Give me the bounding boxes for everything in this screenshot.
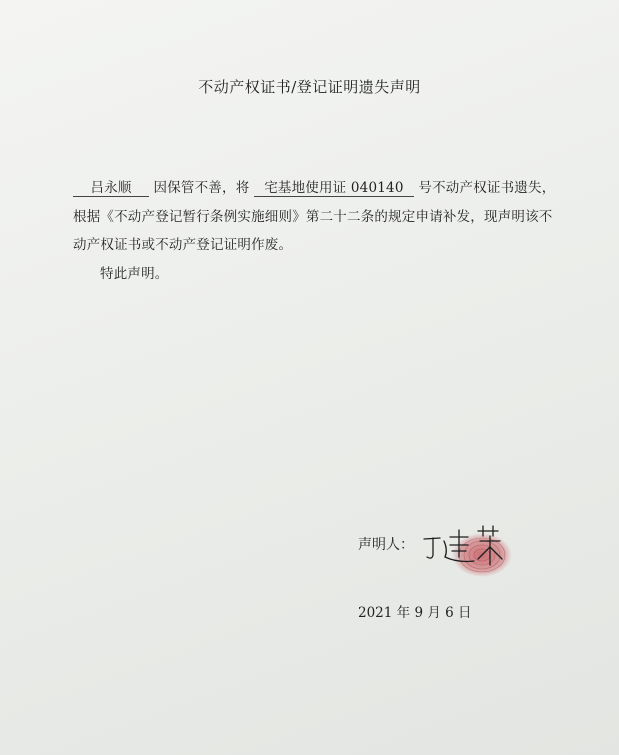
statement-line-1 (73, 176, 555, 197)
statement-date: 2021 年 9 月 6 日 (358, 605, 472, 621)
signature-with-fingerprint-image (420, 517, 520, 579)
statement-text-reason: 因保管不善，将 (153, 180, 250, 196)
statement-text-lost: 号不动产权证书遗失， (418, 180, 556, 196)
statement-closing: 特此声明。 (100, 266, 169, 282)
declarant-name-field: 吕永顺 (73, 176, 149, 197)
statement-line-2: 根据《不动产登记暂行条例实施细则》第二十二条的规定申请补发，现声明该不 (73, 209, 553, 225)
certificate-number-field: 宅基地使用证 040140 (254, 176, 414, 197)
document-title: 不动产权证书/登记证明遗失声明 (198, 78, 421, 96)
statement-line-3: 动产权证书或不动产登记证明作废。 (73, 237, 293, 253)
declarant-label: 声明人： (358, 537, 414, 553)
